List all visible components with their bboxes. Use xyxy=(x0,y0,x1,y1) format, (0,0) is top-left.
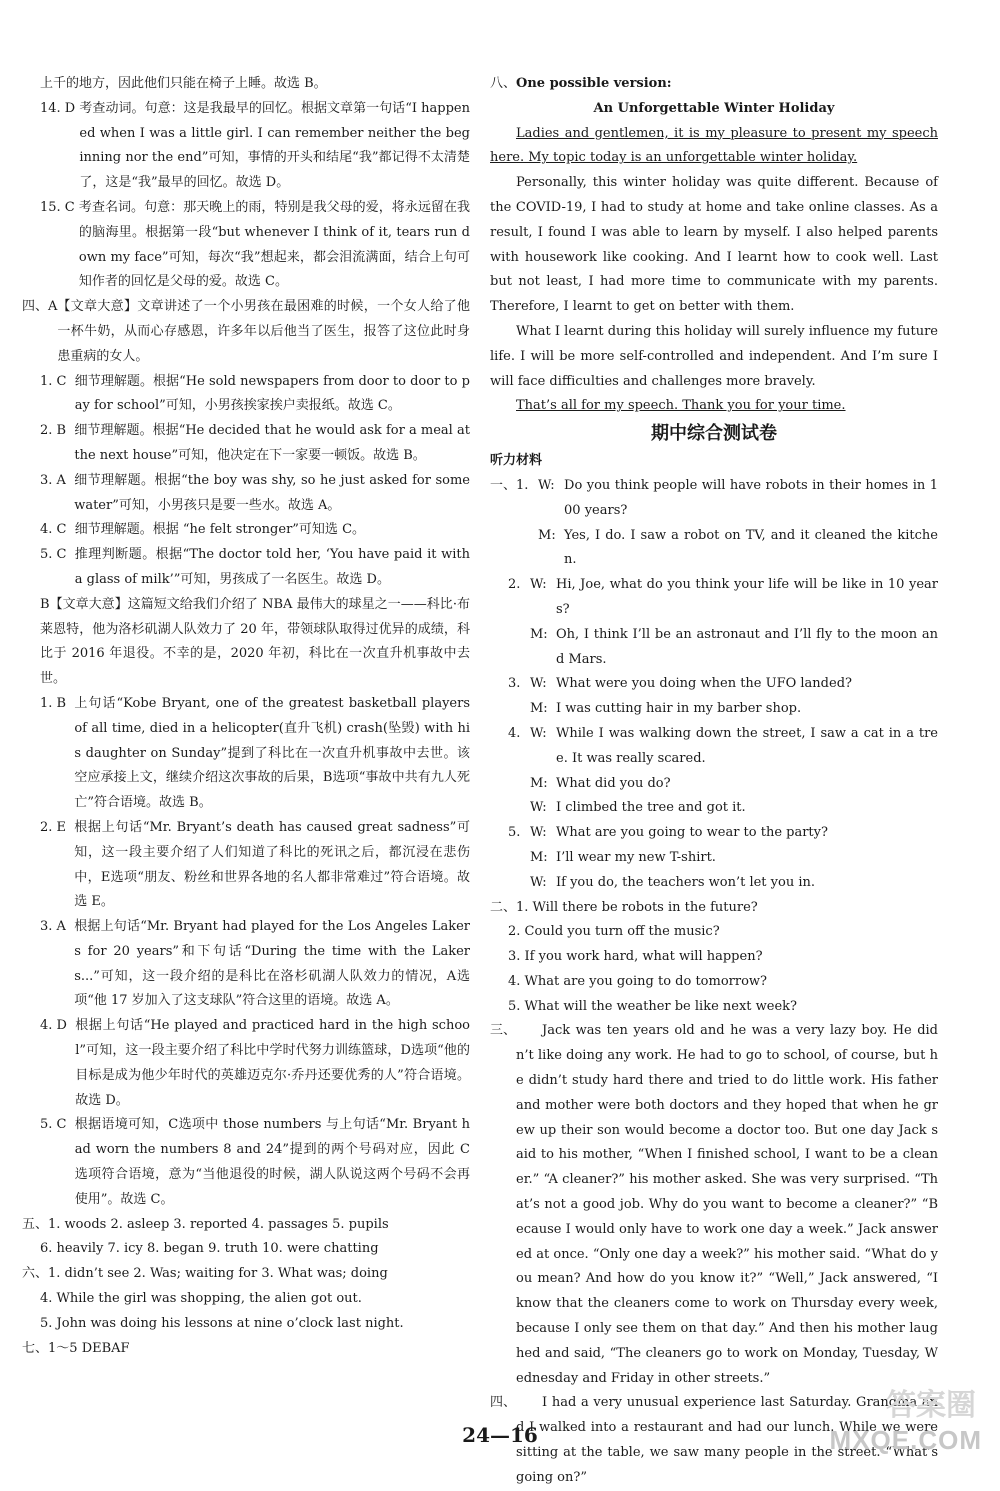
essay-paragraph: What I learnt during this holiday will surely influence my future life. I will be more self-controlled and independent. And I’m sure I will face difficulties and challenges more bravely. xyxy=(490,323,938,389)
section-number: 六、 xyxy=(22,1266,49,1282)
essay-title: An Unforgettable Winter Holiday xyxy=(593,100,835,116)
listening-part-2 xyxy=(490,896,938,1020)
answer-item xyxy=(22,1014,470,1113)
section-number: 二、 xyxy=(490,899,517,915)
dialogue-line xyxy=(530,573,938,623)
dialogue-number: 4. xyxy=(508,725,521,741)
utterance: What are you going to wear to the party? xyxy=(556,825,828,841)
dialogue xyxy=(490,722,938,821)
answer-number: 5. C xyxy=(40,1117,67,1133)
section-number: 七、 xyxy=(22,1340,49,1356)
utterance: Oh, I think I’ll be an astronaut and I’ll fly to the moon and Mars. xyxy=(556,626,938,667)
answer-line: 6. heavily 7. icy 8. began 9. truth 10. were chatting xyxy=(40,1241,379,1257)
utterance: If you do, the teachers won’t let you in. xyxy=(556,874,815,890)
answer-15 xyxy=(22,196,470,295)
dialogue-line xyxy=(530,672,938,697)
answer-line: 1. didn’t see 2. Was; waiting for 3. What was; doing xyxy=(48,1266,388,1282)
speaker: M: xyxy=(530,626,548,642)
answer-line: 5. John was doing his lessons at nine o’clock last night. xyxy=(40,1315,404,1331)
dialogue-line xyxy=(530,772,938,797)
question: 5. What will the weather be like next week? xyxy=(508,998,798,1014)
continued-line: 上千的地方，因此他们只能在椅子上睡。故选 B。 xyxy=(40,76,327,91)
section-label: One possible version: xyxy=(516,76,672,91)
answer-line: 1. woods 2. asleep 3. reported 4. passages 5. pupils xyxy=(48,1216,389,1232)
answer-explanation: 根据语境可知，C选项中 those numbers 与上句话“Mr. Bryant had worn the numbers 8 and 24”提到的两个号码对应，因此 C 选项符合语境，意为“当他退役的时候，湖人队说这两个号码不会再使用”。故选 C。 xyxy=(74,1117,470,1207)
page-number: 24—16 xyxy=(462,1423,538,1447)
section-number: 四、A xyxy=(22,299,58,315)
listening-passage: Jack was ten years old and he was a very lazy boy. He didn’t like doing any work. He had to go to school, of course, but he didn’t study hard there and tried to do little work. His father and mother were both doctors and they hoped that when he grew up their son would become a doctor too. But one day Jack said to his mother, “When I finished school, I want to be a cleaner.” “A cleaner?” his mother asked. She was very surprised. “That’s not a good job. Why do you want to become a cleaner?” “Because I would only have to work one day a week.” Jack answered at once. “Only one day a week?” his mother said. “What do you mean? And how do you know it?” “Well,” Jack answered, “I know that the cleaners come to work on Thursday every week, because I only see them on that day.” And then his mother laughed and said, “The cleaners go to work on Monday, Tuesday, Wednesday and Friday in other streets.” xyxy=(516,1023,938,1386)
utterance: What did you do? xyxy=(556,775,671,791)
question: 3. If you work hard, what will happen? xyxy=(508,949,763,965)
answer-explanation: 细节理解题。根据“He decided that he would ask for a meal at the next house”可知，他决定在下一家要一顿饭。故选 B。 xyxy=(74,423,470,463)
dialogue-number: 3. xyxy=(508,676,521,692)
answer-item xyxy=(22,543,470,593)
dialogue-number: 2. xyxy=(508,577,521,593)
answer-number: 4. C xyxy=(40,522,67,538)
question: 4. What are you going to do tomorrow? xyxy=(508,973,767,989)
listening-part-1 xyxy=(490,474,938,896)
answer-explanation: 推理判断题。根据“The doctor told her, ‘You have paid it with a glass of milk’”可知，男孩成了一名医生。故选 D。 xyxy=(74,547,470,587)
speaker: W: xyxy=(530,725,547,741)
answer-explanation: 细节理解题。根据“He sold newspapers from door to door to pay for school”可知，小男孩挨家挨户卖报纸。故选 C。 xyxy=(74,373,470,414)
answer-explanation: 考查名词。句意：那天晚上的雨，特别是我父母的爱，将永远留在我的脑海里。根据第一段“but whenever I think of it, tears run down my face”可知，每次“我”想起来，都会泪流满面，结合上句可知作者的回忆是父母的爱。故选 C。 xyxy=(78,199,470,290)
section-number: 三、 xyxy=(490,1023,517,1039)
answer-number: 2. B xyxy=(40,423,67,439)
question: 1. Will there be robots in the future? xyxy=(516,899,758,915)
utterance: While I was walking down the street, I saw a cat in a tree. It was really scared. xyxy=(556,725,938,766)
dialogue-number: 5. xyxy=(508,825,521,841)
watermark-logo-icon: 答案圈 xyxy=(886,1388,976,1423)
speaker: M: xyxy=(530,701,548,717)
answer-item xyxy=(22,518,470,543)
listening-material-label: 听力材料 xyxy=(490,453,543,469)
question-line xyxy=(490,896,938,921)
section-8-header xyxy=(490,72,938,97)
answer-explanation: 根据上句话“Mr. Bryant had played for the Los Angeles Lakers for 20 years”和下句话“During the time with the Lakers...”可知，这一段介绍的是科比在洛杉矶湖人队效力的情况，A选项“他 17 岁加入了这支球队”符合这里的语境。故选 A。 xyxy=(74,919,470,1009)
answer-number: 14. D xyxy=(40,100,76,116)
dialogue xyxy=(490,573,938,672)
dialogue-line xyxy=(530,697,938,722)
utterance: Do you think people will have robots in their homes in 100 years? xyxy=(564,477,938,518)
answer-item xyxy=(22,469,470,519)
utterance: I’ll wear my new T-shirt. xyxy=(556,849,716,865)
section-5 xyxy=(22,1213,470,1238)
speaker: W: xyxy=(530,577,547,593)
answer-item xyxy=(22,1113,470,1212)
answer-item xyxy=(22,915,470,1014)
essay-paragraph: That’s all for my speech. Thank you for your time. xyxy=(516,398,846,414)
dialogue-line xyxy=(530,623,938,673)
right-column xyxy=(490,72,938,1491)
utterance: What were you doing when the UFO landed? xyxy=(556,676,852,692)
section-number: 八、 xyxy=(490,76,517,91)
answer-number: 5. C xyxy=(40,547,67,563)
answer-explanation: 细节理解题。根据“the boy was shy, so he just asked for some water”可知，小男孩只是要一些水。故选 A。 xyxy=(74,472,470,513)
answer-explanation: 根据上句话“Mr. Bryant’s death has caused great sadness”可知，这一段主要介绍了人们知道了科比的死讯之后，都沉浸在悲伤中，E选项“朋友、粉丝和世界各地的名人都非常难过”符合语境。故选 E。 xyxy=(74,819,470,910)
section-number: 一、 xyxy=(490,477,517,493)
answer-number: 4. D xyxy=(40,1018,67,1034)
section-number: 四、 xyxy=(490,1395,517,1411)
answer-number: 1. B xyxy=(40,695,67,711)
dialogue xyxy=(490,672,938,722)
speaker: W: xyxy=(530,676,547,692)
answer-number: 3. A xyxy=(40,919,66,935)
speaker: M: xyxy=(530,849,548,865)
dialogue xyxy=(490,474,938,573)
answer-item xyxy=(22,816,470,915)
utterance: Hi, Joe, what do you think your life will be like in 10 years? xyxy=(556,577,938,617)
answer-explanation: 上句话“Kobe Bryant, one of the greatest basketball players of all time, died in a helicopter(直升飞机) crash(坠毁) with his daughter on Sunday”提到了科比在一次直升机事故中去世。该空应承接上文，继续介绍这次事故的后果，B选项“事故中共有九人死亡”符合语境。故选 B。 xyxy=(74,695,470,811)
utterance: Yes, I do. I saw a robot on TV, and it cleaned the kitchen. xyxy=(564,527,938,568)
midterm-test-title: 期中综合测试卷 xyxy=(651,423,777,445)
listening-part-3 xyxy=(490,1019,938,1391)
dialogue-line xyxy=(530,796,938,821)
speaker: W: xyxy=(530,874,547,890)
answer-number: 15. C xyxy=(40,199,75,215)
answer-item xyxy=(22,692,470,816)
section-4a-intro xyxy=(22,295,470,369)
dialogue-line xyxy=(530,722,938,772)
answer-explanation: 细节理解题。根据 “he felt stronger”可知选 C。 xyxy=(74,522,366,538)
answer-line: 4. While the girl was shopping, the alien got out. xyxy=(40,1291,362,1307)
passage-summary: 【文章大意】文章讲述了一个小男孩在最困难的时候，一个女人给了他一杯牛奶，从而心存感恩，许多年以后他当了医生，报答了这位此时身患重病的女人。 xyxy=(57,299,470,364)
speaker: W: xyxy=(530,825,547,841)
dialogue-line xyxy=(538,474,938,524)
listening-passage: I had a very unusual experience last Saturday. Grandma and I walked into a restaurant and had our lunch. While we were sitting at the table, we saw many people in the street. “What’s going on?” xyxy=(516,1395,938,1485)
answer-item xyxy=(22,419,470,469)
section-number: 五、 xyxy=(22,1216,49,1232)
dialogue-number: 1. xyxy=(516,477,529,493)
essay-paragraph: Ladies and gentlemen, it is my pleasure to present my speech here. My topic today is an unforgettable winter holiday. xyxy=(490,125,938,166)
question: 2. Could you turn off the music? xyxy=(508,924,720,940)
utterance: I was cutting hair in my barber shop. xyxy=(556,701,802,717)
dialogue-line xyxy=(538,524,938,574)
essay-paragraph: Personally, this winter holiday was quite different. Because of the COVID-19, I had to study at home and take online classes. As a result, I found I was able to learn by myself. I also helped parents with housework like cooking. And I learnt how to cook well. Last but not least, I had more time to communicate with my parents. Therefore, I learnt to get on better with them. xyxy=(490,175,938,315)
watermark-site: MXQE.COM xyxy=(829,1425,982,1455)
left-column xyxy=(22,72,470,1361)
answer-number: 2. E xyxy=(40,819,67,835)
section-6 xyxy=(22,1262,470,1287)
dialogue xyxy=(490,821,938,895)
speaker: W: xyxy=(538,477,555,493)
answer-explanation: 根据上句话“He played and practiced hard in the high school”可知，这一段主要介绍了科比中学时代努力训练篮球，D选项“他的目标是成为他少年时代的英雄迈克尔·乔丹还要优秀的人”符合语境。故选 D。 xyxy=(75,1018,470,1108)
answer-explanation: 考查动词。句意：这是我最早的回忆。根据文章第一句话“I happened when I was a little girl. I can remember neither the beginning nor the end”可知，事情的开头和结尾“我”都记得不太清楚了，这是“我”最早的回忆。故选 D。 xyxy=(79,100,470,191)
dialogue-line xyxy=(530,871,938,896)
section-7 xyxy=(22,1337,470,1362)
watermark xyxy=(810,1378,990,1458)
speaker: M: xyxy=(530,775,548,791)
answer-14 xyxy=(22,97,470,196)
speaker: M: xyxy=(538,527,556,543)
answer-number: 1. C xyxy=(40,373,67,389)
dialogue-line xyxy=(530,846,938,871)
answer-line: 1～5 DEBAF xyxy=(48,1340,130,1356)
answer-number: 3. A xyxy=(40,472,66,488)
speaker: W: xyxy=(530,800,547,816)
answer-item xyxy=(22,370,470,420)
section-4b-intro: B【文章大意】这篇短文给我们介绍了 NBA 最伟大的球星之一——科比·布莱恩特，他为洛杉矶湖人队效力了 20 年，带领球队取得过优异的成绩，科比于 2016 年退役。不幸的是，2020 年初，科比在一次直升机事故中去世。 xyxy=(40,596,470,687)
utterance: I climbed the tree and got it. xyxy=(556,800,746,816)
dialogue-line xyxy=(530,821,938,846)
